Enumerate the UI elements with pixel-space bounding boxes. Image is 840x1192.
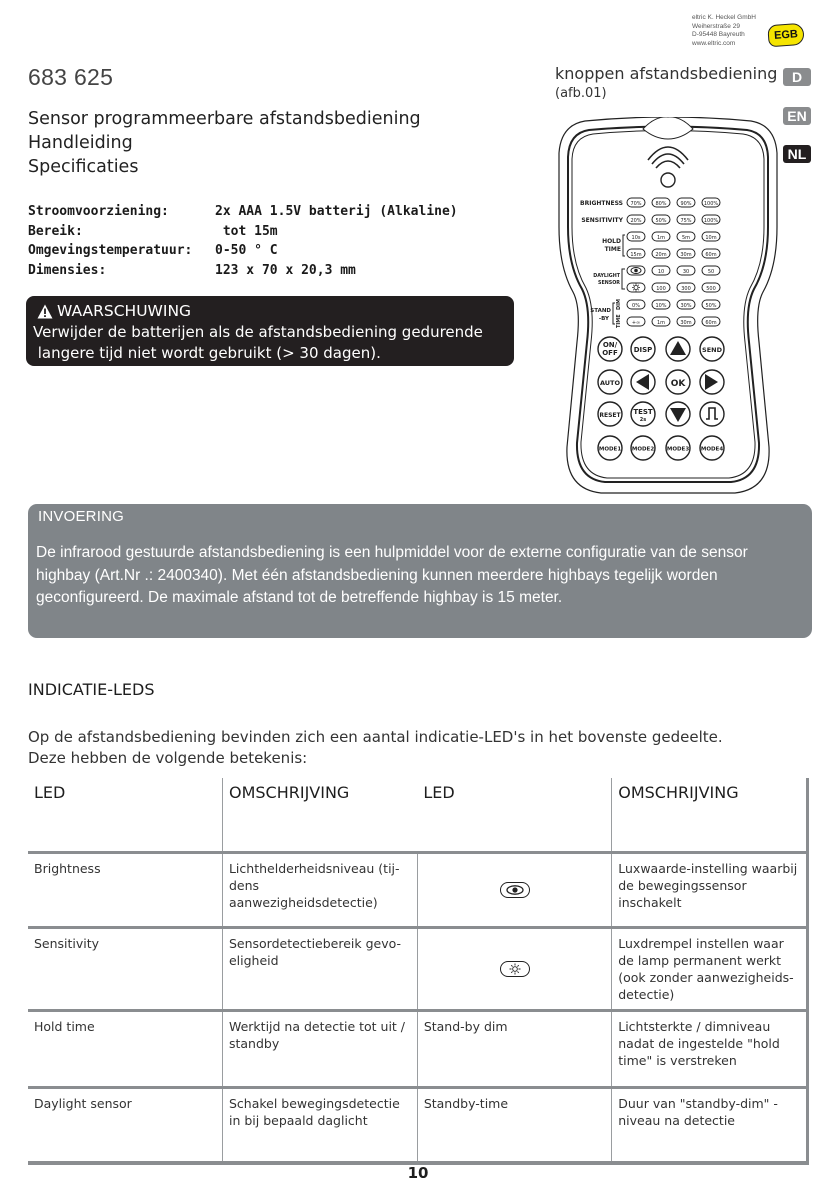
svg-text:OFF: OFF [602,349,618,357]
remote-control-illustration [555,117,781,497]
svg-text:10s: 10s [631,235,641,241]
warning-heading [33,301,507,322]
svg-text:100: 100 [656,286,666,292]
svg-text:15m: 15m [630,252,642,258]
svg-text:20%: 20% [630,218,642,224]
led-name: Standby-time [417,1087,611,1163]
svg-text:100%: 100% [703,218,719,224]
language-tab-d[interactable]: D [783,68,811,86]
svg-text:80%: 80% [655,201,667,207]
led-description: Lichtsterkte / dimniveau nadat de ingestelde "hold time" is verstreken [612,1010,808,1087]
language-tab-nl[interactable]: NL [783,145,811,163]
led-description: Schakel bewegingsdetectie in bij bepaald daglicht [222,1087,417,1163]
svg-text:STAND: STAND [590,308,611,314]
header-description: OMSCHRIJVING [612,778,808,852]
manual-title: Handleiding [28,133,133,153]
svg-text:SENSOR: SENSOR [598,281,620,286]
svg-text:50%: 50% [655,218,667,224]
led-icon-cell [417,852,611,927]
specs-title: Specificaties [28,157,139,177]
led-description: Duur van "standby-dim" -niveau na detectie [612,1087,808,1163]
svg-text:300: 300 [681,286,691,292]
svg-text:50%: 50% [705,303,717,309]
warning-line: langere tijd niet wordt gebruikt (> 30 dagen). [33,344,381,362]
figure-caption: knoppen afstandsbediening [555,64,778,83]
svg-text:ON/: ON/ [602,341,618,349]
svg-text:70%: 70% [630,201,642,207]
warning-box [26,296,514,366]
spec-label: Stroomvoorziening: [28,204,169,219]
svg-text:DAYLIGHT: DAYLIGHT [593,274,620,279]
indicator-leds-intro [28,727,723,768]
led-description: Luxdrempel instellen waar de lamp permanent werkt (ook zonder aanwezigheids-detectie) [612,927,808,1010]
svg-text:30%: 30% [680,303,692,309]
spec-row [28,261,458,281]
svg-text:BRIGHTNESS: BRIGHTNESS [580,200,623,207]
introduction-box [28,504,812,638]
intro-line: Op de afstandsbediening bevinden zich een aantal indicatie-LED's in het bovenste gedeelte. [28,728,723,746]
svg-text:1m: 1m [656,320,666,326]
svg-text:DISP: DISP [633,346,653,354]
language-tab-en[interactable]: EN [783,107,811,125]
sun-icon [500,961,530,977]
svg-text:500: 500 [706,286,716,292]
svg-text:OK: OK [670,379,686,389]
svg-text:TIME: TIME [616,314,622,328]
spec-label: Omgevingstemperatuur: [28,243,193,258]
svg-text:0%: 0% [632,303,640,309]
svg-text:MODE3: MODE3 [666,446,690,453]
led-description: Werktijd na detectie tot uit / standby [222,1010,417,1087]
intro-line: Deze hebben de volgende betekenis: [28,748,308,767]
figure-reference: (afb.01) [555,86,607,101]
svg-text:50: 50 [707,269,715,275]
svg-text:60m: 60m [705,320,717,326]
article-number: 683 625 [28,64,114,90]
led-description: Luxwaarde-instelling waarbij de bewegingssensor inschakelt [612,852,808,927]
led-table [28,778,809,1165]
led-name: Stand-by dim [417,1010,611,1087]
specifications-list [28,202,458,280]
header-led: LED [28,778,222,852]
spec-value: 0-50 ° C [215,243,278,258]
svg-text:10m: 10m [705,235,717,241]
spec-label: Bereik: [28,223,83,239]
spec-value: 123 x 70 x 20,3 mm [215,262,356,278]
svg-text:30: 30 [682,269,690,275]
svg-text:20m: 20m [655,252,667,258]
warning-title: WAARSCHUWING [57,302,192,320]
svg-text:-BY: -BY [598,316,609,322]
svg-text:30m: 30m [680,320,692,326]
warning-line: Verwijder de batterijen als de afstandsbediening gedurende [33,323,483,341]
svg-text:DIM: DIM [616,299,622,310]
svg-text:5m: 5m [681,235,691,241]
page-number [0,1164,840,1182]
company-street: Weiherstraße 29 [692,22,740,30]
spec-row [28,202,458,222]
page-number-value: 10 [407,1164,429,1182]
svg-text:60m: 60m [705,252,717,258]
company-address [692,14,756,48]
svg-text:MODE1: MODE1 [598,446,622,453]
svg-text:10: 10 [657,269,665,275]
company-city: D-95448 Bayreuth [692,31,745,39]
spec-label: Dimensies: [28,262,107,278]
indicator-leds-title: INDICATIE-LEDS [28,680,155,699]
svg-text:+∞: +∞ [631,320,641,326]
spec-row [28,241,458,261]
svg-text:MODE4: MODE4 [700,446,724,453]
svg-text:90%: 90% [680,201,692,207]
led-description: Sensordetectiebereik gevo-eligheid [222,927,417,1010]
product-title: Sensor programmeerbare afstandsbediening [28,109,421,129]
spec-value: 2x AAA 1.5V batterij (Alkaline) [215,204,458,219]
egb-logo: EGB [767,23,804,47]
led-name: Brightness [28,852,222,927]
led-name: Daylight sensor [28,1087,222,1163]
svg-text:TEST: TEST [633,408,653,416]
svg-text:1m: 1m [656,235,666,241]
svg-text:SENSITIVITY: SENSITIVITY [581,217,623,224]
introduction-title: INVOERING [38,508,124,525]
svg-text:AUTO: AUTO [599,379,621,387]
spec-value: tot 15m [215,223,278,239]
svg-text:30m: 30m [680,252,692,258]
table-row [28,1010,808,1087]
svg-text:10%: 10% [655,303,667,309]
introduction-body: De infrarood gestuurde afstandsbediening is een hulpmiddel voor de externe configuratie van de sensor highbay (Art.Nr .: 2400340). Met één afstandsbediening kunnen meerdere highbays tegelijk worden geconfigureerd. De maximale afstand tot de betreffende highbay is 15 meter. [36,544,748,606]
led-name: Hold time [28,1010,222,1087]
eye-icon [500,882,530,898]
header-description: OMSCHRIJVING [222,778,417,852]
header-led: LED [417,778,611,852]
document-titles [28,107,421,179]
company-website: www.eltric.com [692,39,736,47]
led-icon-cell [417,927,611,1010]
table-row [28,852,808,927]
svg-text:75%: 75% [680,218,692,224]
led-description: Lichthelderheidsniveau (tij-dens aanwezigheidsdetectie) [222,852,417,927]
table-row [28,927,808,1010]
led-name: Sensitivity [28,927,222,1010]
svg-text:SEND: SEND [702,346,722,354]
svg-text:TIME: TIME [604,246,621,253]
warning-triangle-icon [37,304,53,319]
svg-text:HOLD: HOLD [602,238,621,245]
svg-text:100%: 100% [703,201,719,207]
table-row [28,1087,808,1163]
table-header-row [28,778,808,852]
company-name: eltric K. Heckel GmbH [692,14,756,21]
svg-text:MODE2: MODE2 [631,446,655,453]
svg-text:2s: 2s [639,417,647,423]
spec-row [28,222,458,242]
svg-text:RESET: RESET [599,412,621,419]
